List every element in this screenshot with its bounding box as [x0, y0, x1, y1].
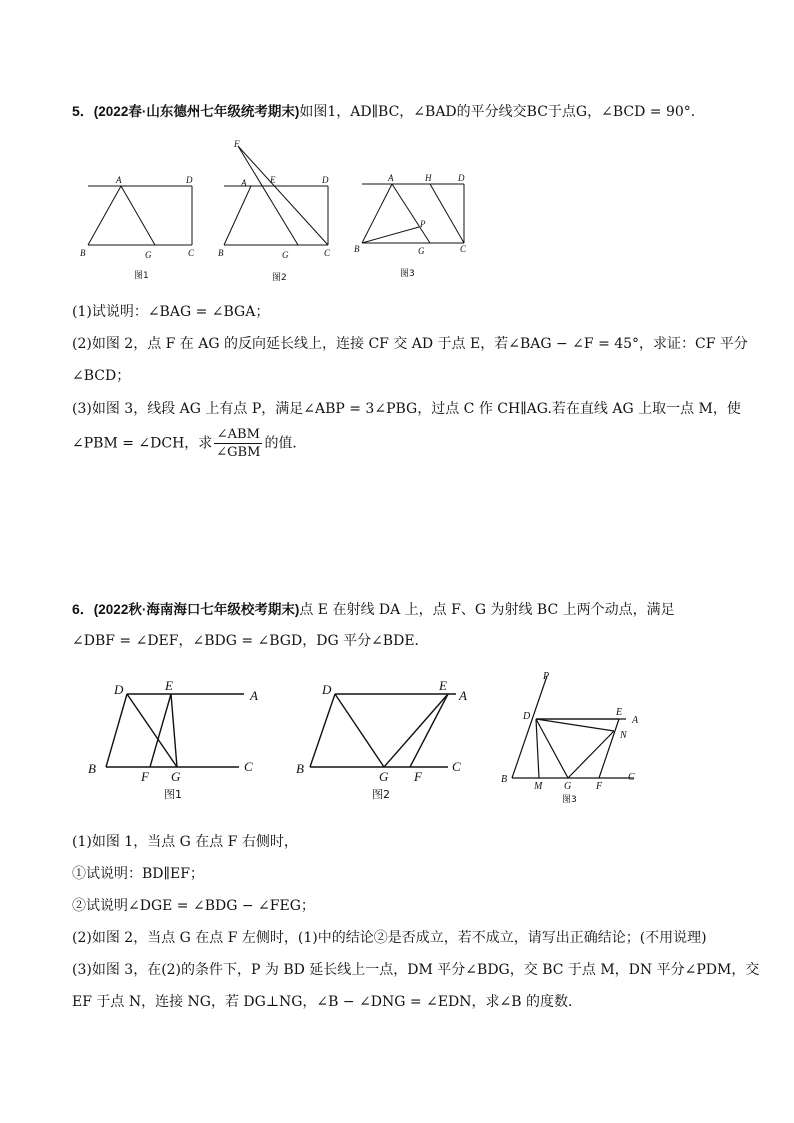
- q6f3-label-P: P: [543, 671, 550, 682]
- q6-part1-i: ①试说明：BD∥EF；: [72, 866, 204, 882]
- q5-part3-post: 的值．: [264, 435, 307, 452]
- q6f2-label-G: G: [379, 769, 389, 784]
- q6-figure-2: [292, 674, 472, 804]
- q5f3-label-B: B: [354, 244, 360, 254]
- q6-figure-3: [496, 668, 646, 808]
- q5f2-label-G: G: [282, 250, 289, 260]
- q6-stem-line2: ∠DBF = ∠DEF，∠BDG = ∠BGD，DG 平分∠BDE．: [72, 633, 429, 649]
- q6f3-label-E: E: [616, 707, 623, 718]
- q5-stem: [72, 101, 705, 122]
- q6f1-label-D: D: [114, 682, 124, 697]
- q6f3-label-B: B: [501, 774, 508, 785]
- q5f3-label-D: D: [458, 173, 465, 183]
- q5f1-label-B: B: [80, 248, 86, 258]
- q6f3-label-D: D: [523, 711, 531, 722]
- q5f3-label-P: P: [420, 219, 426, 229]
- q6f1-label-B: B: [88, 761, 96, 776]
- q5f1-label-D: D: [186, 175, 193, 185]
- q6f2-label-E: E: [439, 678, 447, 693]
- q6f1-label-F: F: [141, 769, 149, 784]
- q5f3-label-H: H: [425, 173, 432, 183]
- q6f2-label-C: C: [452, 759, 461, 774]
- q6-fig3-caption: 图3: [562, 795, 577, 805]
- q5-fraction-numerator: ∠ABM: [214, 426, 262, 444]
- q5-source: (2022春·山东德州七年级统考期末): [93, 104, 300, 119]
- q5f2-label-B: B: [218, 248, 224, 258]
- q5f2-label-E: E: [270, 175, 276, 185]
- q6f1-label-C: C: [244, 759, 253, 774]
- q5f3-label-A: A: [388, 173, 394, 183]
- q6f2-label-D: D: [322, 682, 332, 697]
- q5-fig3-caption: 图3: [400, 269, 415, 279]
- q6f1-label-G: G: [171, 769, 181, 784]
- q6-source: (2022秋·海南海口七年级校考期末): [93, 602, 300, 617]
- q5f2-label-D: D: [322, 175, 329, 185]
- q6f3-label-C: C: [628, 772, 635, 783]
- q6-fig1-caption: 图1: [164, 788, 182, 801]
- q5-figure-3: [350, 170, 475, 282]
- q6f1-label-E: E: [165, 678, 173, 693]
- q6-part3-line2: EF 于点 N，连接 NG，若 DG⊥NG，∠B − ∠DNG = ∠EDN，求∠B 的度数．: [72, 994, 582, 1010]
- q5-number: 5．: [72, 103, 94, 119]
- q6f3-label-A: A: [632, 715, 639, 726]
- q5-fig1-caption: 图1: [134, 271, 149, 281]
- q6-part1: (1)如图 1，当点 G 在点 F 右侧时，: [72, 834, 298, 850]
- q5-part3-line1: (3)如图 3，线段 AG 上有点 P，满足∠ABP = 3∠PBG，过点 C 作 CH∥AG.若在直线 AG 上取一点 M，使: [72, 401, 741, 417]
- q6-figure-1: [84, 674, 264, 804]
- q5-part2-line1: (2)如图 2，点 F 在 AG 的反向延长线上，连接 CF 交 AD 于点 E，若∠BAG − ∠F = 45°，求证：CF 平分: [72, 336, 748, 352]
- q6f1-label-A: A: [250, 688, 258, 703]
- q5f1-label-C: C: [188, 248, 195, 258]
- q6-stem-line1: [72, 599, 675, 620]
- q5f2-label-A: A: [241, 178, 247, 188]
- q5f1-label-G: G: [145, 250, 152, 260]
- q5f2-label-C: C: [324, 248, 331, 258]
- q5-figure-2: [212, 138, 340, 284]
- q5-part1: (1)试说明：∠BAG = ∠BGA；: [72, 304, 270, 320]
- q6-number: 6．: [72, 601, 94, 617]
- q5-part3-pre: ∠PBM = ∠DCH，求: [72, 435, 213, 452]
- q6f3-label-N: N: [620, 730, 627, 741]
- q5f3-label-G: G: [418, 246, 425, 256]
- q5-part3-fraction: [214, 426, 262, 461]
- q5f2-label-F: F: [234, 139, 240, 149]
- q5-figure-1: [78, 170, 203, 282]
- q5-stem-text: 如图1，AD∥BC，∠BAD的平分线交BC于点G，∠BCD = 90°．: [299, 104, 705, 120]
- q5-fraction-denominator: ∠GBM: [216, 445, 261, 460]
- q5f1-label-A: A: [116, 175, 122, 185]
- q6f2-label-F: F: [414, 769, 422, 784]
- q6-stem-text: 点 E 在射线 DA 上，点 F、G 为射线 BC 上两个动点，满足: [299, 602, 675, 618]
- q6f3-label-M: M: [534, 781, 543, 792]
- q5-part2-line2: ∠BCD；: [72, 368, 131, 384]
- q6f3-label-G: G: [564, 781, 572, 792]
- q5-part3-line2: [72, 426, 306, 461]
- q6-fig2-caption: 图2: [372, 788, 390, 801]
- q6f2-label-A: A: [459, 688, 467, 703]
- q6f3-label-F: F: [596, 781, 603, 792]
- q6-part2: (2)如图 2，当点 G 在点 F 左侧时，(1)中的结论②是否成立，若不成立，请写出正确结论；(不用说理): [72, 930, 707, 946]
- q6-part3-line1: (3)如图 3，在(2)的条件下，P 为 BD 延长线上一点，DM 平分∠BDG，交 BC 于点 M，DN 平分∠PDM，交: [72, 962, 760, 978]
- q6-part1-ii: ②试说明∠DGE = ∠BDG − ∠FEG；: [72, 898, 315, 914]
- q6f2-label-B: B: [296, 761, 304, 776]
- q5-fig2-caption: 图2: [272, 273, 287, 283]
- q5f3-label-C: C: [460, 244, 467, 254]
